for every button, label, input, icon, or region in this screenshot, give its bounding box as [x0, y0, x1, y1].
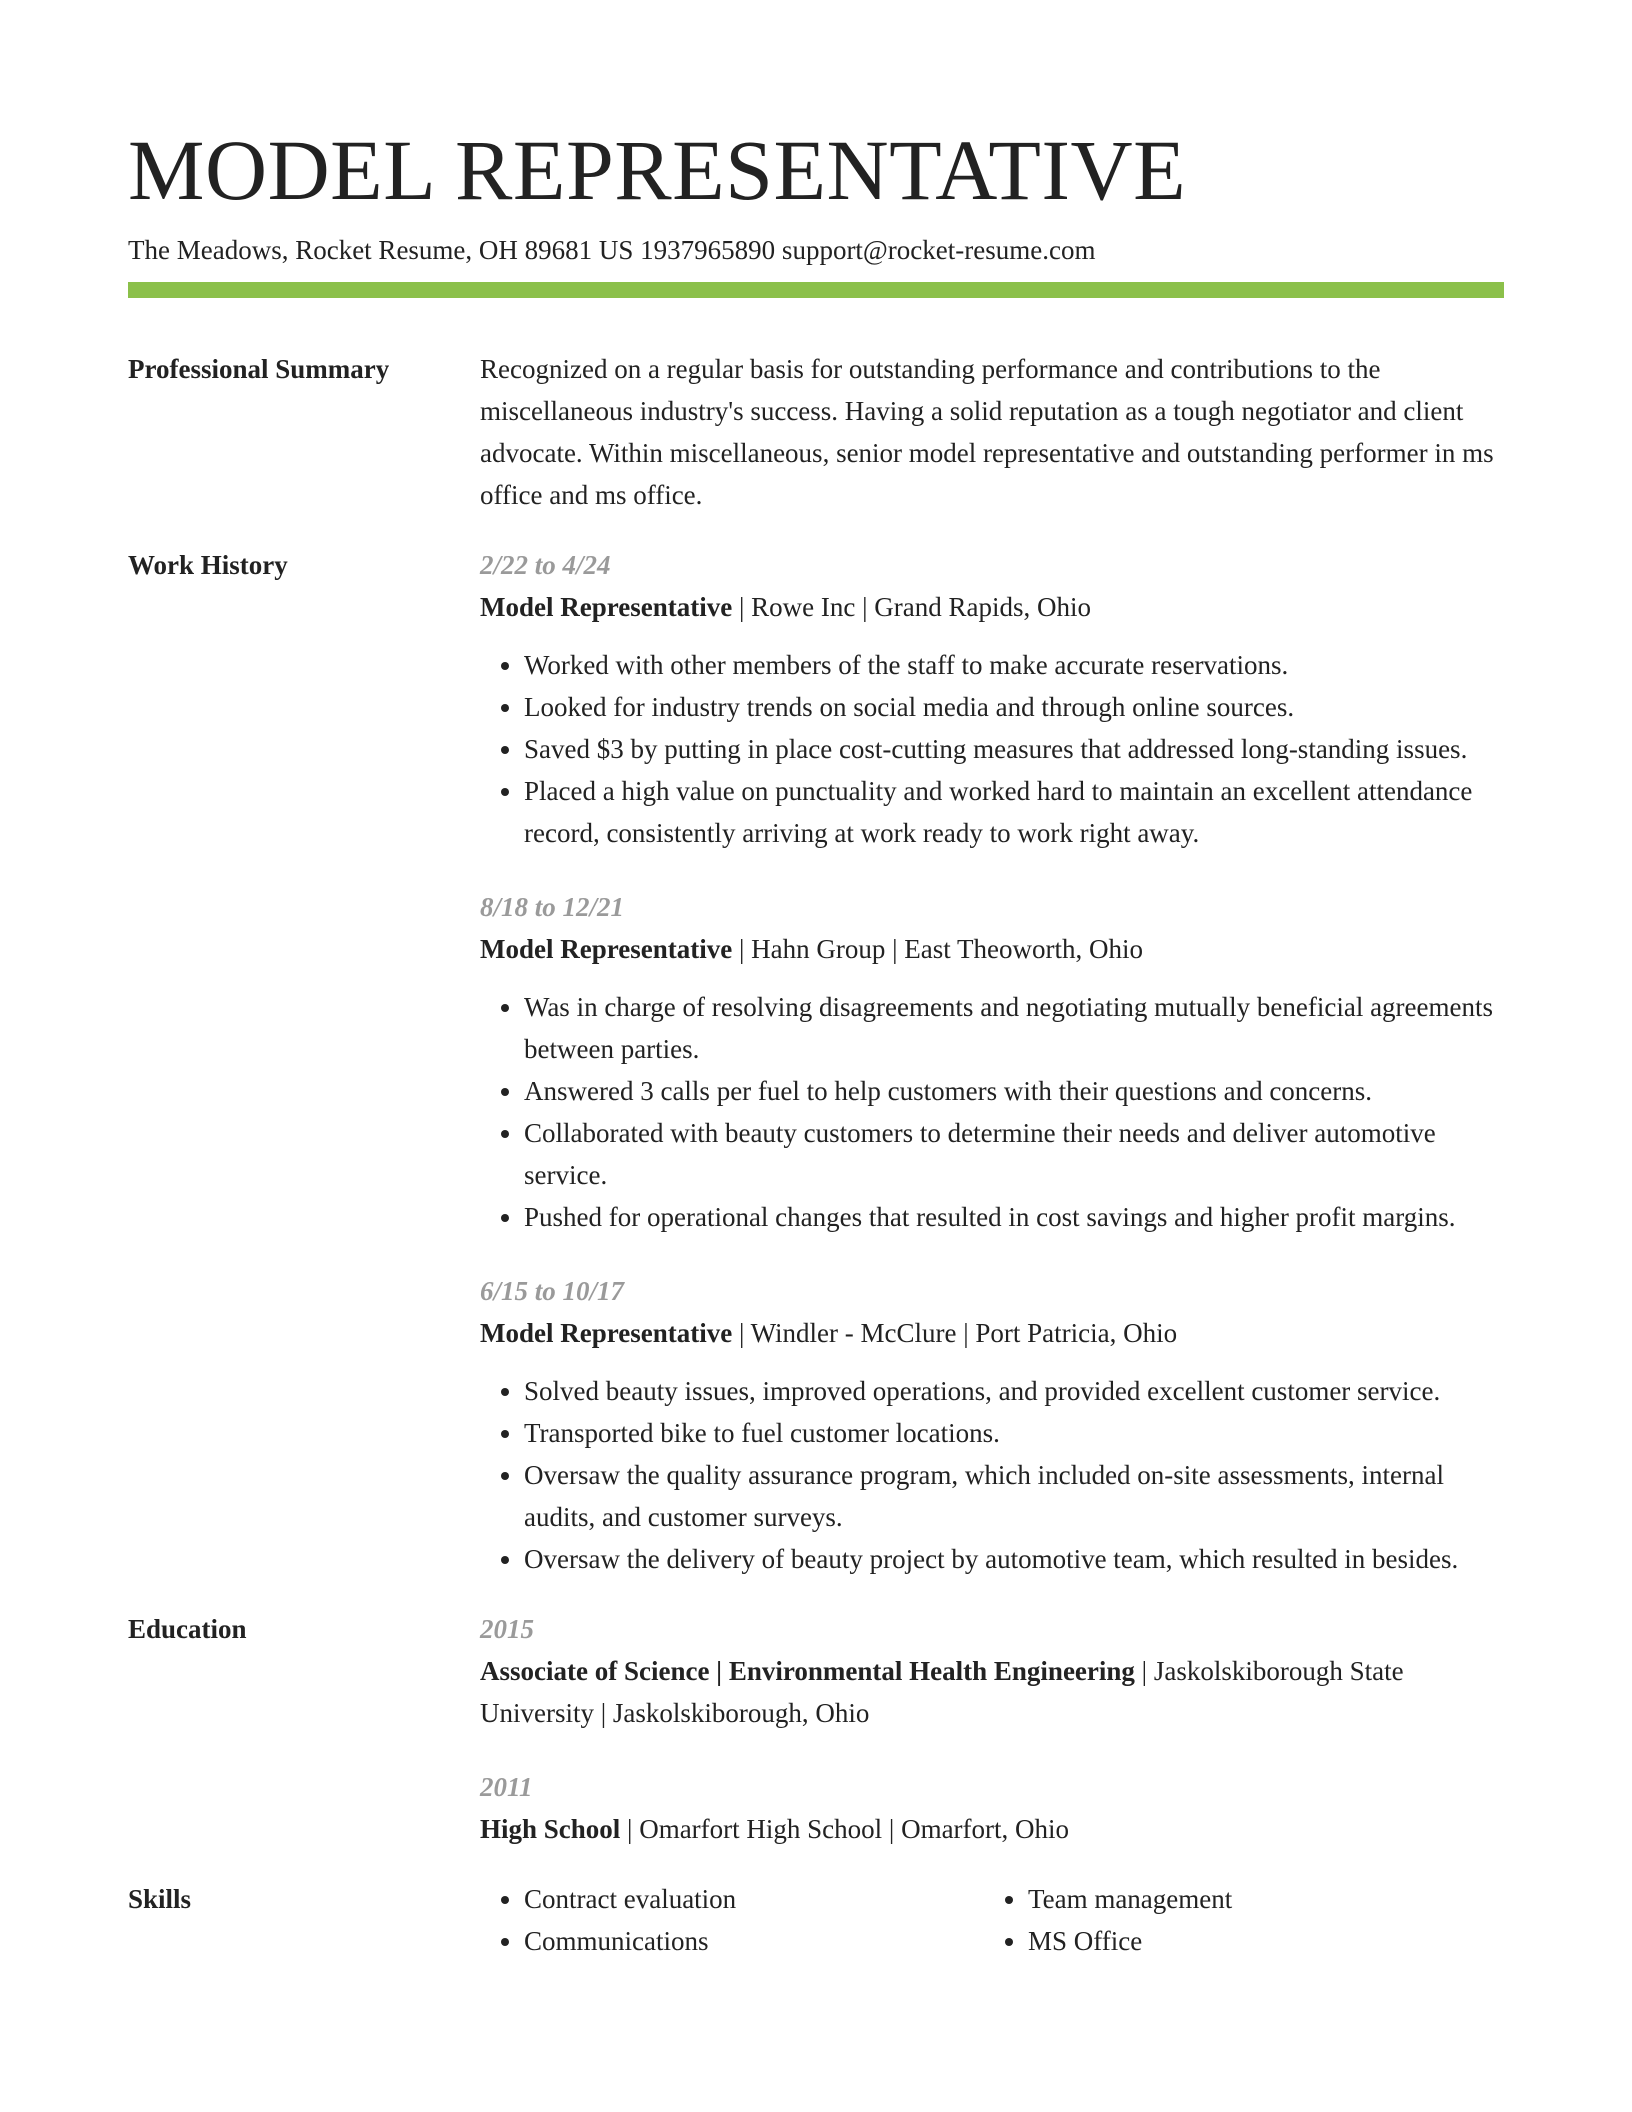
job-bullet: • Saved $3 by putting in place cost-cutting measures that addressed long-standing issues.	[524, 728, 1504, 770]
job-heading	[480, 586, 1504, 628]
work-history-section	[128, 544, 1504, 1580]
education-details: | Jaskolskiborough State University | Jaskolskiborough, Ohio	[480, 1656, 1404, 1728]
skill-item: • Communications	[524, 1920, 984, 1962]
job-details: | Rowe Inc | Grand Rapids, Ohio	[732, 592, 1091, 622]
job-bullets	[480, 986, 1504, 1238]
education-details: | Omarfort High School | Omarfort, Ohio	[620, 1814, 1070, 1844]
job-bullet: • Placed a high value on punctuality and worked hard to maintain an excellent attendance record, consistently arriving at work ready to work right away.	[524, 770, 1504, 854]
job-bullet: • Worked with other members of the staff to make accurate reservations.	[524, 644, 1504, 686]
job-dates: 6/15 to 10/17	[480, 1276, 625, 1306]
job-heading	[480, 1312, 1504, 1354]
job-bullet: • Oversaw the quality assurance program, which included on-site assessments, internal audits, and customer surveys.	[524, 1454, 1504, 1538]
education-year: 2011	[480, 1772, 533, 1802]
job-details: | Hahn Group | East Theoworth, Ohio	[732, 934, 1143, 964]
education-entry	[480, 1766, 1504, 1850]
job-bullet: • Collaborated with beauty customers to determine their needs and deliver automotive service.	[524, 1112, 1504, 1196]
education-heading	[480, 1808, 1504, 1850]
section-label-summary: Professional Summary	[128, 354, 390, 384]
education-entry	[480, 1608, 1504, 1734]
job-bullet: • Was in charge of resolving disagreements and negotiating mutually beneficial agreements between parties.	[524, 986, 1504, 1070]
job-details: | Windler - McClure | Port Patricia, Ohio	[732, 1318, 1178, 1348]
job-title: Model Representative	[480, 934, 733, 964]
education-section	[128, 1608, 1504, 1850]
summary-text: Recognized on a regular basis for outstanding performance and contributions to the miscellaneous industry's success. Having a solid reputation as a tough negotiator and client advocate. Within miscellaneous, senior model representative and outstanding performer in ms office and ms office.	[480, 354, 1494, 510]
section-label-skills: Skills	[128, 1884, 192, 1914]
education-degree: Associate of Science | Environmental Health Engineering	[480, 1656, 1135, 1686]
section-label-education: Education	[128, 1614, 247, 1644]
skill-item: • Team management	[1028, 1878, 1504, 1920]
education-heading	[480, 1650, 1504, 1734]
education-year: 2015	[480, 1614, 534, 1644]
section-label-work-history: Work History	[128, 550, 288, 580]
job-bullet: • Answered 3 calls per fuel to help customers with their questions and concerns.	[524, 1070, 1504, 1112]
job-dates: 8/18 to 12/21	[480, 892, 625, 922]
skill-item: • MS Office	[1028, 1920, 1504, 1962]
job-entry	[480, 1270, 1504, 1580]
job-dates: 2/22 to 4/24	[480, 550, 611, 580]
job-title: Model Representative	[480, 592, 733, 622]
contact-line: The Meadows, Rocket Resume, OH 89681 US 1937965890 support@rocket-resume.com	[128, 235, 1096, 265]
job-bullet: • Looked for industry trends on social media and through online sources.	[524, 686, 1504, 728]
job-bullets	[480, 1370, 1504, 1580]
job-bullet: • Solved beauty issues, improved operations, and provided excellent customer service.	[524, 1370, 1504, 1412]
header-divider	[128, 282, 1504, 298]
skills-list-right	[984, 1878, 1504, 1962]
summary-section	[128, 348, 1504, 516]
job-entry	[480, 544, 1504, 854]
skills-list-left	[480, 1878, 984, 1962]
job-heading	[480, 928, 1504, 970]
job-bullet: • Oversaw the delivery of beauty project by automotive team, which resulted in besides.	[524, 1538, 1504, 1580]
resume-page	[128, 0, 1504, 1962]
job-bullets	[480, 644, 1504, 854]
education-degree: High School	[480, 1814, 621, 1844]
job-bullet: • Transported bike to fuel customer locations.	[524, 1412, 1504, 1454]
job-title: Model Representative	[480, 1318, 733, 1348]
job-entry	[480, 886, 1504, 1238]
skills-section	[128, 1878, 1504, 1962]
skill-item: • Contract evaluation	[524, 1878, 984, 1920]
skills-grid	[480, 1878, 1504, 1962]
job-bullet: • Pushed for operational changes that resulted in cost savings and higher profit margins.	[524, 1196, 1504, 1238]
resume-name: MODEL REPRESENTATIVE	[128, 122, 1187, 218]
